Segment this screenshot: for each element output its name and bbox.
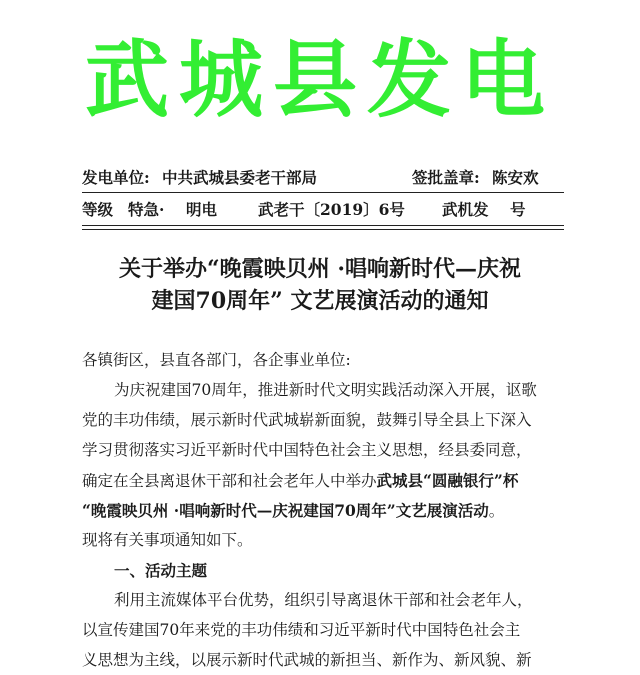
sender-row: [82, 166, 560, 190]
document-title-line1: 关于举办“晚霞映贝州 ·唱响新时代—庆祝: [119, 256, 521, 282]
signer-name: 陈安欢: [492, 168, 539, 187]
issuer-number-label: 号: [510, 200, 526, 219]
section-heading: 一、活动主题: [114, 561, 208, 580]
event-name-bold: 武城县“圆融银行”杯: [376, 471, 519, 490]
divider-line: [82, 229, 564, 230]
grade-label: 等级: [82, 200, 114, 219]
body-line: 党的丰功伟绩，展示新时代武城崭新面貌，鼓舞引导全县上下深入: [82, 411, 532, 429]
urgency-value: 特急·: [128, 200, 165, 219]
body-line: 为庆祝建国70周年，推进新时代文明实践活动深入开展，讴歌: [114, 381, 537, 399]
body-line: 利用主流媒体平台优势，组织引导离退休干部和社会老年人，: [114, 591, 533, 609]
divider-line: [82, 225, 564, 226]
body-line: 以宣传建国70年来党的丰功伟绩和习近平新时代中国特色社会主: [82, 621, 521, 639]
event-title-bold: “晚霞映贝州 ·唱响新时代—庆祝建国70周年”文艺展演活动: [82, 501, 489, 520]
body-line: 现将有关事项通知如下。: [82, 531, 253, 549]
sender-label: 发电单位:: [82, 168, 150, 187]
body-line: 义思想为主线，以展示新时代武城的新担当、新作为、新风貌、新: [82, 651, 532, 669]
body-line: [82, 466, 566, 496]
issuer-label: 武机发: [442, 200, 489, 219]
body-text: 。: [488, 502, 505, 520]
telegram-type: 明电: [186, 200, 218, 219]
masthead: 武城县发电: [84, 31, 555, 129]
body-line: 学习贯彻落实习近平新时代中国特色社会主义思想，经县委同意，: [82, 441, 532, 459]
document-title-line2: 建国70周年” 文艺展演活动的通知: [151, 288, 489, 314]
divider-line: [82, 192, 564, 193]
body-text: 确定在全县离退休干部和社会老年人中举办: [82, 472, 377, 490]
doc-number: 武老干〔2019〕6号: [258, 200, 405, 219]
signer-label: 签批盖章:: [412, 168, 480, 187]
sender-name: 中共武城县委老干部局: [162, 168, 318, 187]
body-line: [82, 496, 566, 526]
grade-row: [82, 198, 560, 222]
salutation: 各镇街区，县直各部门，各企事业单位:: [82, 351, 351, 369]
